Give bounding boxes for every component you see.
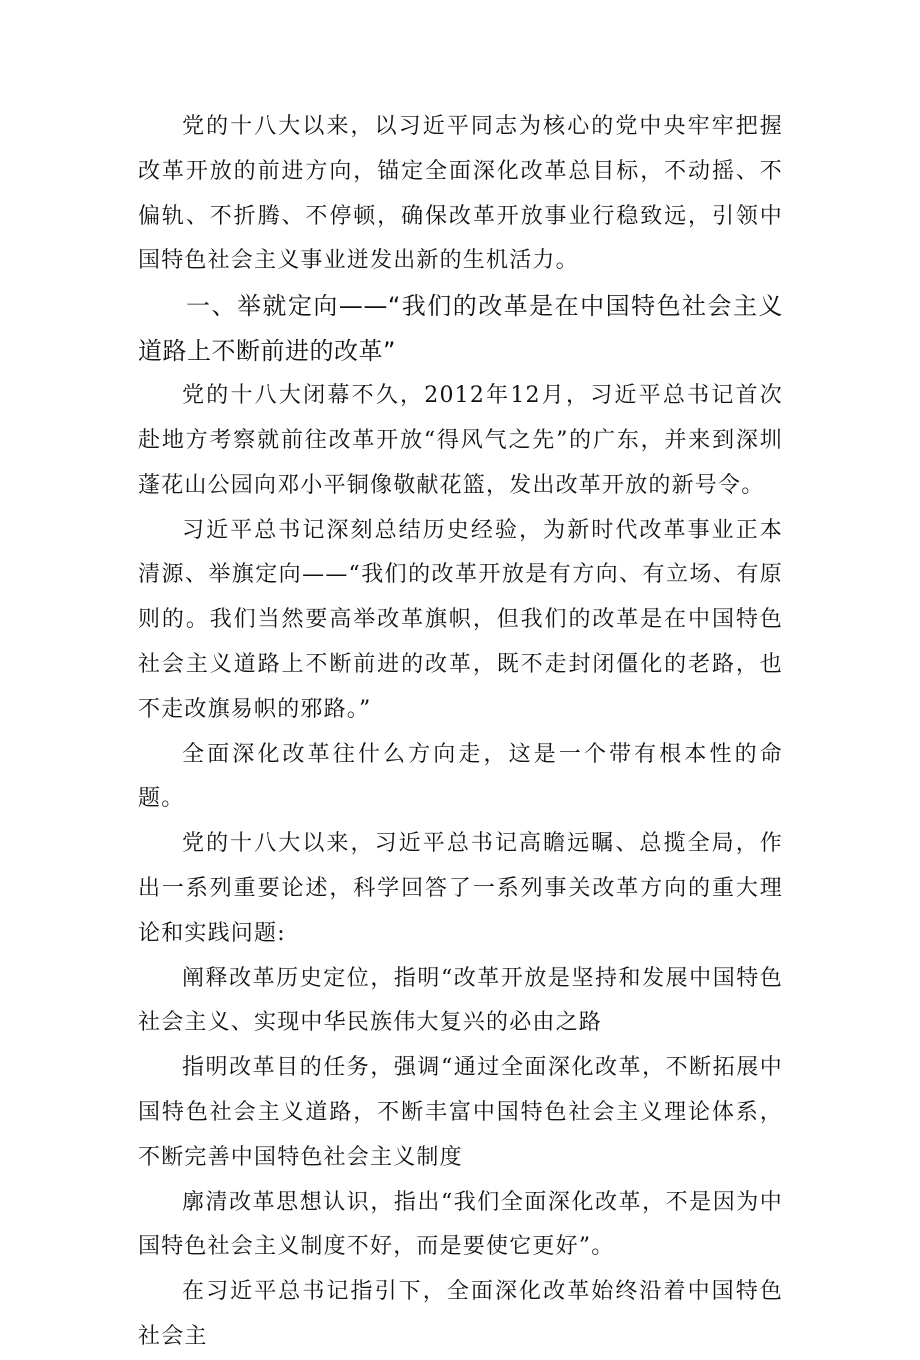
body-paragraph: 全面深化改革往什么方向走，这是一个带有根本性的命题。 xyxy=(138,741,783,812)
body-paragraph: 党的十八大闭幕不久，2012年12月，习近平总书记首次赴地方考察就前往改革开放“得风气之先”的广东，并来到深圳蓬花山公园向邓小平铜像敬献花篮，发出改革开放的新号令。 xyxy=(138,383,783,498)
body-paragraph: 党的十八大以来，习近平总书记高瞻远瞩、总揽全局，作出一系列重要论述，科学回答了一系列事关改革方向的重大理论和实践问题: xyxy=(138,831,783,946)
body-paragraph: 在习近平总书记指引下，全面深化改革始终沿着中国特色社会主 xyxy=(138,1279,783,1349)
document-body xyxy=(138,105,783,1360)
body-paragraph: 指明改革目的任务，强调“通过全面深化改革，不断拓展中国特色社会主义道路，不断丰富中国特色社会主义理论体系，不断完善中国特色社会主义制度 xyxy=(138,1055,783,1170)
section-heading: 一、举就定向——“我们的改革是在中国特色社会主义道路上不断前进的改革” xyxy=(138,292,783,366)
intro-paragraph: 党的十八大以来，以习近平同志为核心的党中央牢牢把握改革开放的前进方向，锚定全面深化改革总目标，不动摇、不偏轨、不折腾、不停顿，确保改革开放事业行稳致远，引领中国特色社会主义事业迸发出新的生机活力。 xyxy=(138,114,783,274)
body-paragraph: 阐释改革历史定位，指明“改革开放是坚持和发展中国特色社会主义、实现中华民族伟大复兴的必由之路 xyxy=(138,965,783,1036)
body-paragraph: 习近平总书记深刻总结历史经验，为新时代改革事业正本清源、举旗定向——“我们的改革开放是有方向、有立场、有原则的。我们当然要高举改革旗帜，但我们的改革是在中国特色社会主义道路上不断前进的改革，既不走封闭僵化的老路，也不走改旗易帜的邪路。” xyxy=(138,517,783,722)
body-paragraph: 廓清改革思想认识，指出“我们全面深化改革，不是因为中国特色社会主义制度不好，而是要使它更好”。 xyxy=(138,1189,783,1260)
